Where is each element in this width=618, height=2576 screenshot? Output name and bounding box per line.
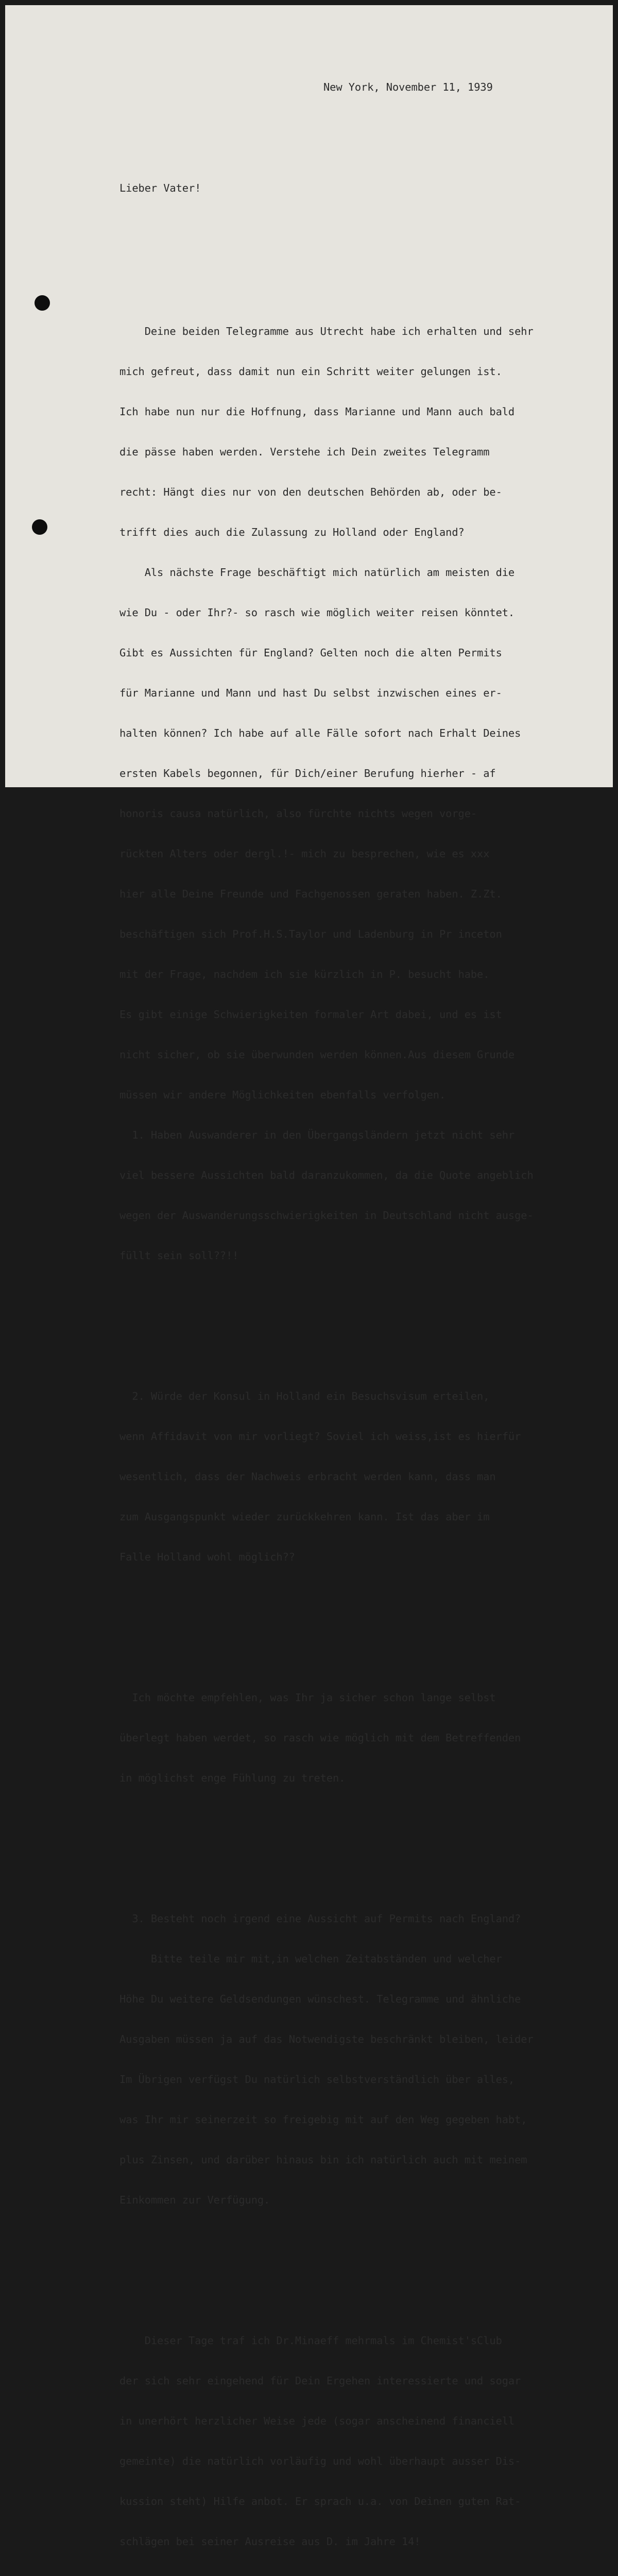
letter-date: New York, November 11, 1939 — [323, 81, 493, 93]
text-line: beschäftigen sich Prof.H.S.Taylor und Ladenburg in Pr inceton — [119, 928, 502, 940]
text-line: was Ihr mir seinerzeit so freigebig mit auf den Weg gegeben habt, — [119, 2113, 527, 2126]
text-line: trifft dies auch die Zulassung zu Holland oder England? — [119, 526, 465, 538]
text-line: schlägen bei seiner Ausreise aus D. im Jahre 14! — [119, 2535, 421, 2548]
text-line: in unerhört herzlicher Weise jede (sogar anscheinend financiell — [119, 2415, 515, 2427]
text-line: für Marianne und Mann und hast Du selbst inzwischen eines er- — [119, 687, 502, 699]
text-line: nicht sicher, ob sie überwunden werden können.Aus diesem Grunde — [119, 1048, 515, 1061]
text-line: rückten Alters oder dergl.!- mich zu besprechen, wie es xxx — [119, 848, 490, 860]
text-line: Gibt es Aussichten für England? Gelten noch die alten Permits — [119, 647, 502, 659]
text-line: Höhe Du weitere Geldsendungen wünschest. Telegramme und ähnliche — [119, 1993, 521, 2005]
paragraph-2 — [119, 1363, 604, 1590]
text-line: Einkommen zur Verfügung. — [119, 2194, 270, 2206]
text-line: Ich möchte empfehlen, was Ihr ja sicher schon lange selbst — [119, 1691, 496, 1704]
text-line: füllt sein soll??!! — [119, 1249, 239, 1262]
text-line: recht: Hängt dies nur von den deutschen Behörden ab, oder be- — [119, 486, 502, 498]
text-line: Im Übrigen verfügst Du natürlich selbstverständlich über alles, — [119, 2073, 515, 2086]
text-line: mit der Frage, nachdem ich sie kürzlich in P. besucht habe. — [119, 968, 490, 980]
text-line: 1. Haben Auswanderer in den Übergangsländern jetzt nicht sehr — [119, 1129, 515, 1141]
punch-hole-top — [35, 295, 50, 311]
text-line: plus Zinsen, und darüber hinaus bin ich natürlich auch mit meinem — [119, 2154, 527, 2166]
salutation: Lieber Vater! — [119, 182, 201, 194]
punch-hole-bottom — [32, 519, 47, 535]
text-line: Ausgaben müssen ja auf das Notwendigste beschränkt bleiben, leider — [119, 2033, 534, 2045]
text-line: Es gibt einige Schwierigkeiten formaler Art dabei, und es ist — [119, 1008, 502, 1021]
letter-page — [5, 5, 613, 2548]
text-line: Ich habe nun nur die Hoffnung, dass Marianne und Mann auch bald — [119, 405, 515, 418]
text-line: hier alle Deine Freunde und Fachgenossen geraten haben. Z.Zt. — [119, 888, 502, 900]
paragraph-5 — [119, 2307, 604, 2575]
text-line: 2. Würde der Konsul in Holland ein Besuchsvisum erteilen, — [119, 1390, 490, 1402]
text-line: Als nächste Frage beschäftigt mich natürlich am meisten die — [119, 566, 515, 579]
letter-body — [119, 54, 604, 2576]
text-line: müssen wir andere Möglichkeiten ebenfalls verfolgen. — [119, 1089, 446, 1101]
text-line: wenn Affidavit von mir vorliegt? Soviel ich weiss,ist es hierfür — [119, 1430, 521, 1443]
text-line: mich gefreut, dass damit nun ein Schritt weiter gelungen ist. — [119, 365, 502, 378]
text-line: wie Du - oder Ihr?- so rasch wie möglich weiter reisen könntet. — [119, 606, 515, 619]
text-line: überlegt haben werdet, so rasch wie möglich mit dem Betreffenden — [119, 1732, 521, 1744]
text-line: ersten Kabels begonnen, für Dich/einer Berufung hierher - af — [119, 767, 496, 779]
text-line: Dieser Tage traf ich Dr.Minaeff mehrmals im Chemist'sClub — [119, 2334, 502, 2347]
text-line: Bitte teile mir mit,in welchen Zeitabständen und welcher — [119, 1953, 502, 1965]
text-line: honoris causa natürlich, also fürchte nichts wegen vorge- — [119, 807, 477, 820]
text-line: Deine beiden Telegramme aus Utrecht habe ich erhalten und sehr — [119, 325, 534, 337]
paragraph-4 — [119, 1885, 604, 2233]
text-line: wegen der Auswanderungsschwierigkeiten in Deutschland nicht ausge- — [119, 1209, 534, 1222]
text-line: der sich sehr eingehend für Dein Ergehen interessierte und sogar — [119, 2375, 521, 2387]
text-line: viel bessere Aussichten bald daranzukommen, da die Quote angeblich — [119, 1169, 534, 1181]
text-line: zum Ausgangspunkt wieder zurückkehren kann. Ist das aber im — [119, 1511, 490, 1523]
text-line: gemeinte) die natürlich vorläufig und wohl überhaupt ausser Dis- — [119, 2455, 521, 2467]
text-line: in möglichst enge Fühlung zu treten. — [119, 1772, 346, 1784]
text-line: Falle Holland wohl möglich?? — [119, 1551, 295, 1563]
paragraph-1 — [119, 298, 604, 1289]
text-line: wesentlich, dass der Nachweis erbracht werden kann, dass man — [119, 1470, 496, 1483]
text-line: 3. Besteht noch irgend eine Aussicht auf Permits nach England? — [119, 1912, 521, 1925]
paragraph-3 — [119, 1664, 604, 1811]
text-line: kussion steht) Hilfe anbot. Er sprach u.a. von Deinen guten Rat- — [119, 2495, 521, 2507]
text-line: die pässe haben werden. Verstehe ich Dein zweites Telegramm — [119, 446, 490, 458]
text-line: halten können? Ich habe auf alle Fälle sofort nach Erhalt Deines — [119, 727, 521, 739]
